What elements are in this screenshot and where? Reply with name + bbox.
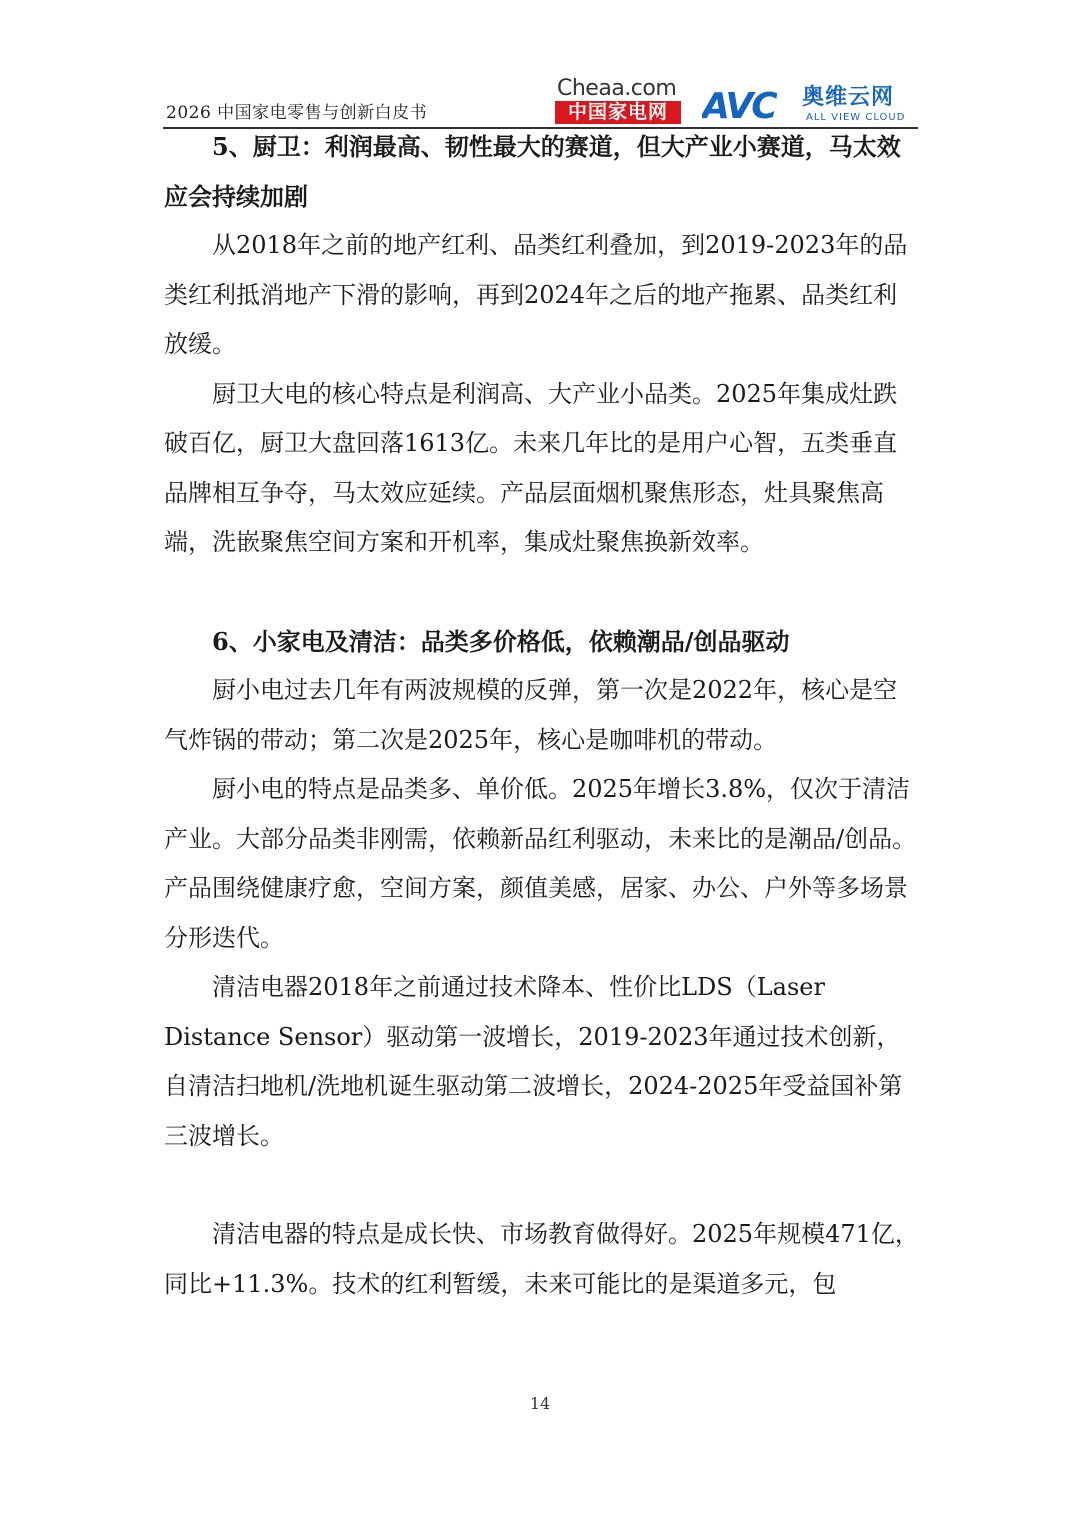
section-6-paragraph-3: 清洁电器2018年之前通过技术降本、性价比LDS（Laser Distance Sensor）驱动第一波增长，2019-2023年通过技术创新，自清洁扫地机/洗地机诞生驱动第二波增长，2024-2025年受益国补第三波增长。	[164, 973, 903, 1150]
section-6-paragraph-4: 清洁电器的特点是成长快、市场教育做得好。2025年规模471亿，同比+11.3%。技术的红利暂缓，未来可能比的是渠道多元，包	[164, 1220, 919, 1298]
page-number: 14	[529, 1394, 551, 1413]
cheaa-logo	[555, 78, 685, 126]
section-5-paragraph-2: 厨卫大电的核心特点是利润高、大产业小品类。2025年集成灶跌破百亿，厨卫大盘回落1613亿。未来几年比的是用户心智，五类垂直品牌相互争夺，马太效应延续。产品层面烟机聚焦形态，灶具聚焦高端，洗嵌聚焦空间方案和开机率，集成灶聚焦换新效率。	[164, 379, 898, 556]
cheaa-logo-name: 中国家电网	[555, 101, 681, 124]
section-5-heading: 5、厨卫：利润最高、韧性最大的赛道，但大产业小赛道，马太效应会持续加剧	[164, 132, 901, 211]
avc-logo-mark-text: AVC	[702, 87, 776, 121]
avc-logo-english: ALL VIEW CLOUD	[806, 112, 906, 123]
section-6-heading: 6、小家电及清洁：品类多价格低，依赖潮品/创品驱动	[212, 626, 790, 656]
avc-logo-mark	[702, 87, 794, 121]
section-5-paragraph-1: 从2018年之前的地产红利、品类红利叠加，到2019-2023年的品类红利抵消地产下滑的影响，再到2024年之后的地产拖累、品类红利放缓。	[164, 231, 908, 358]
page-content	[164, 122, 920, 1309]
page-header	[0, 0, 1080, 130]
header-title: 2026 中国家电零售与创新白皮书	[166, 103, 428, 123]
cheaa-logo-domain: Cheaa.com	[557, 76, 677, 101]
section-6-paragraph-2: 厨小电的特点是品类多、单价低。2025年增长3.8%，仅次于清洁产业。大部分品类非刚需，依赖新品红利驱动，未来比的是潮品/创品。产品围绕健康疗愈，空间方案，颜值美感，居家、办公、户外等多场景分形迭代。	[164, 775, 917, 952]
avc-logo	[702, 85, 922, 127]
section-6-paragraph-1: 厨小电过去几年有两波规模的反弹，第一次是2022年，核心是空气炸锅的带动；第二次是2025年，核心是咖啡机的带动。	[164, 676, 898, 754]
avc-logo-chinese: 奥维云网	[802, 85, 895, 110]
